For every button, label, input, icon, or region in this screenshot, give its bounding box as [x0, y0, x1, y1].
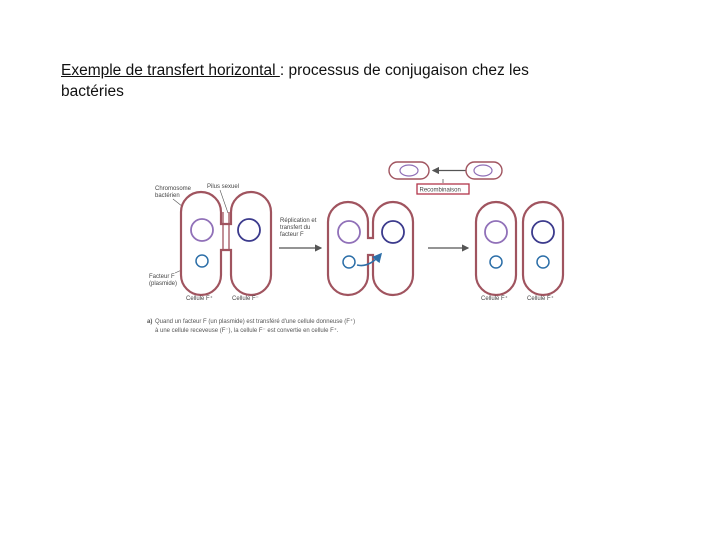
- recombinaison-label: Recombinaison: [419, 187, 461, 194]
- heading-line2: bactéries: [61, 83, 124, 100]
- conjugation-figure: [145, 150, 575, 348]
- caption-line-2: à une cellule receveuse (F⁻), la cellule F⁻ est convertie en cellule F⁺.: [155, 328, 339, 334]
- recombination-inset: [389, 162, 502, 194]
- cell-fminus-label-b: Cellule F⁺: [527, 296, 554, 302]
- caption-line-1: Quand un facteur F (un plasmide) est transféré d'une cellule donneuse (F⁺): [155, 319, 356, 325]
- cell-pair-3: [476, 202, 563, 295]
- replication-label-3: facteur F: [280, 232, 304, 238]
- replication-label-2: transfert du: [280, 225, 311, 231]
- heading: [61, 60, 621, 102]
- cell-pair-2: [328, 202, 413, 295]
- caption-marker: a): [147, 319, 153, 325]
- replication-label-1: Réplication et: [280, 218, 317, 224]
- facteur-label-1: Facteur F: [149, 274, 175, 280]
- cell-fplus-label-b: Cellule F⁺: [481, 296, 508, 302]
- cell-fplus-label-a: Cellule F⁺: [186, 296, 213, 302]
- cell-fplus-final: [476, 202, 516, 295]
- pilus-label: Pilus sexuel: [207, 184, 240, 190]
- cell-fminus-label-a: Cellule F⁻: [232, 296, 259, 302]
- heading-title: Exemple de transfert horizontal: [61, 62, 280, 79]
- chromosome-label-1: Chromosome: [155, 186, 192, 192]
- cell-converted-final: [523, 202, 563, 295]
- chromosome-label-2: bactérien: [155, 193, 180, 199]
- heading-rest: : processus de conjugaison chez les: [279, 62, 529, 79]
- facteur-label-2: (plasmide): [149, 281, 178, 287]
- cell-pair-2-outline: [328, 202, 413, 295]
- conjugation-diagram: [145, 150, 575, 348]
